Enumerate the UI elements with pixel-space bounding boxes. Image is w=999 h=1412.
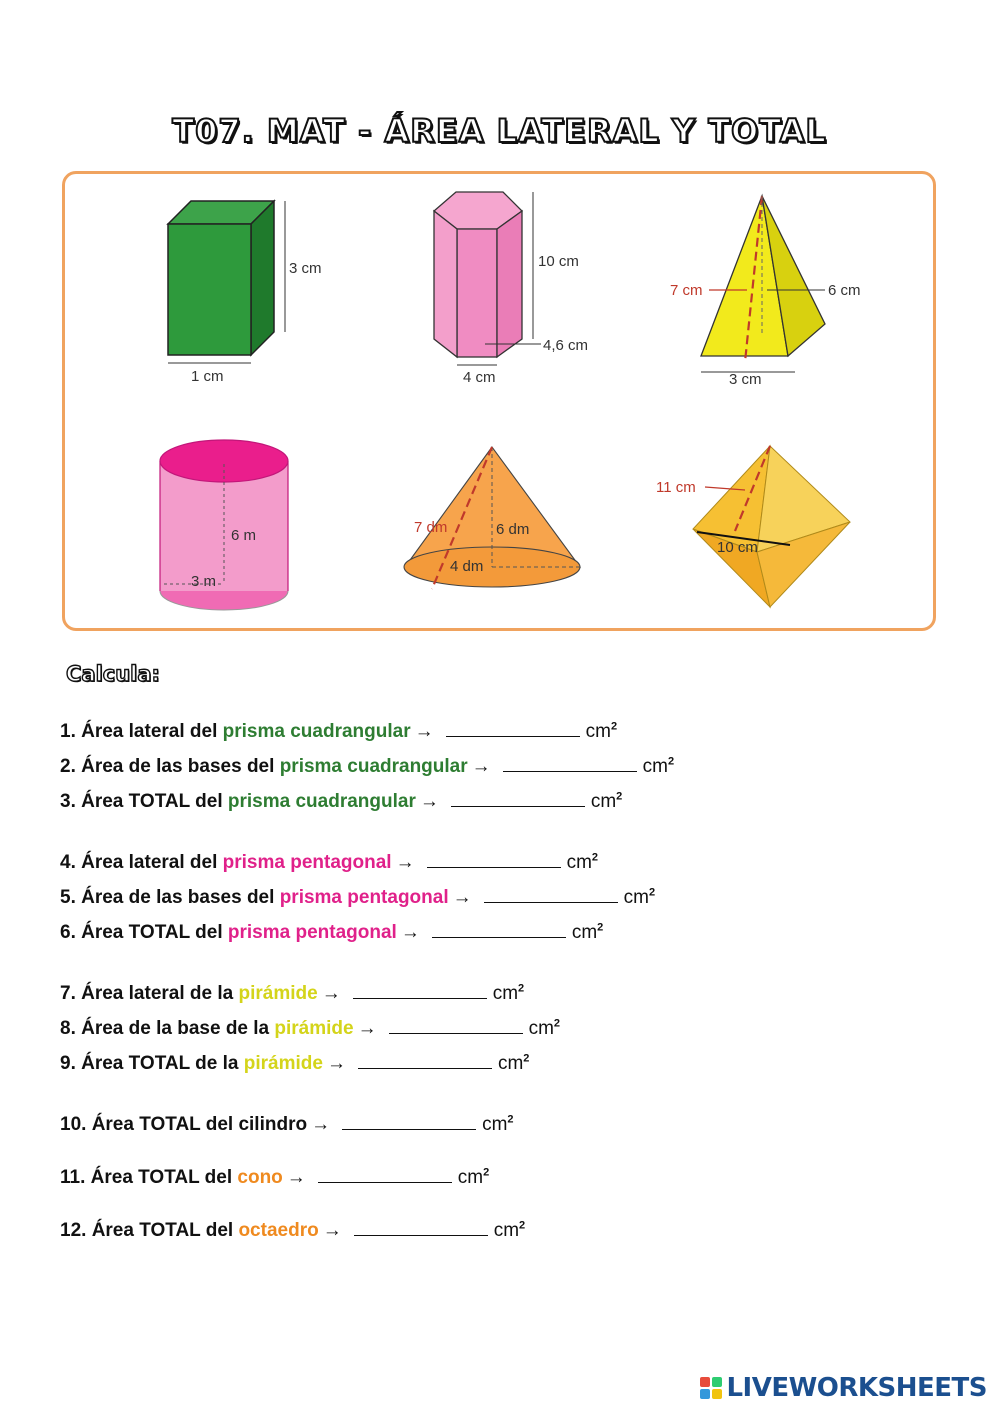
figures-illustration — [65, 174, 933, 628]
cone-slant-label: 7 dm — [414, 519, 448, 536]
question-shape-name: prisma pentagonal — [222, 852, 392, 873]
question-text: 11. Área TOTAL del — [60, 1167, 238, 1188]
cylinder-height-label: 6 m — [231, 527, 257, 544]
question-text: 2. Área de las bases del — [60, 756, 280, 777]
arrow-icon: → — [419, 791, 439, 812]
unit-label: cm — [492, 983, 519, 1004]
unit-label: cm — [482, 1114, 508, 1135]
instruction-heading: Calcula: — [66, 662, 160, 686]
square-prism-figure — [168, 201, 322, 385]
arrow-icon: → — [400, 922, 420, 943]
unit-label: cm — [623, 887, 649, 908]
question-shape-name: prisma cuadrangular — [222, 721, 411, 742]
unit-exponent: 2 — [483, 1166, 490, 1179]
cone-figure — [404, 447, 580, 589]
answer-blank[interactable] — [427, 851, 561, 868]
arrow-icon: → — [311, 1114, 331, 1135]
pyramid-base-label: 3 cm — [729, 371, 762, 388]
question-text: 8. Área de la base de la — [60, 1018, 275, 1039]
unit-label: cm — [590, 791, 617, 812]
question-item — [60, 1113, 514, 1136]
octahedron-slant-label: 11 cm — [656, 479, 696, 496]
liveworksheets-icon — [700, 1377, 722, 1399]
unit-exponent: 2 — [610, 720, 618, 733]
answer-blank[interactable] — [342, 1113, 476, 1130]
answer-blank[interactable] — [484, 886, 618, 903]
arrow-icon: → — [286, 1167, 306, 1188]
answer-blank[interactable] — [353, 982, 487, 999]
octahedron-edge-label: 10 cm — [717, 539, 758, 556]
answer-blank[interactable] — [358, 1052, 492, 1069]
arrow-icon: → — [452, 887, 472, 908]
cylinder-radius-label: 3 m — [191, 573, 217, 590]
unit-label: cm — [585, 721, 611, 742]
question-text: 9. Área TOTAL de la — [60, 1053, 244, 1074]
unit-exponent: 2 — [518, 982, 525, 995]
question-shape-name: octaedro — [238, 1220, 319, 1241]
answer-blank[interactable] — [432, 921, 566, 938]
unit-exponent: 2 — [519, 1219, 526, 1232]
unit-label: cm — [528, 1018, 554, 1039]
question-shape-name: prisma pentagonal — [279, 887, 449, 908]
question-text: 5. Área de las bases del — [60, 887, 280, 908]
brand-text: LIVEWORKSHEETS — [726, 1373, 987, 1403]
cylinder-figure — [160, 440, 288, 610]
arrow-icon: → — [322, 1220, 342, 1241]
question-item — [60, 1166, 489, 1189]
question-shape-name: pirámide — [243, 1053, 323, 1074]
question-shape-name: prisma cuadrangular — [279, 756, 468, 777]
unit-exponent: 2 — [523, 1052, 530, 1065]
page-title: T07. MAT - ÁREA LATERAL Y TOTAL — [172, 112, 827, 150]
arrow-icon: → — [357, 1018, 377, 1039]
unit-exponent: 2 — [648, 886, 656, 899]
arrow-icon: → — [321, 983, 341, 1004]
question-shape-name: pirámide — [274, 1018, 354, 1039]
unit-label: cm — [566, 852, 592, 873]
prism5-side-label: 4 cm — [463, 369, 496, 386]
unit-label: cm — [497, 1053, 524, 1074]
prism4-base-label: 1 cm — [191, 368, 224, 385]
question-item — [60, 720, 617, 743]
prism4-height-label: 3 cm — [289, 260, 322, 277]
arrow-icon: → — [414, 721, 434, 742]
answer-blank[interactable] — [446, 720, 580, 737]
question-item — [60, 1017, 560, 1040]
answer-blank[interactable] — [451, 790, 585, 807]
pyramid-slant-label: 7 cm — [670, 282, 703, 299]
unit-exponent: 2 — [591, 851, 599, 864]
unit-label: cm — [493, 1220, 520, 1241]
unit-label: cm — [571, 922, 598, 943]
unit-label: cm — [642, 756, 668, 777]
question-shape-name: pirámide — [238, 983, 318, 1004]
question-text: 12. Área TOTAL del — [60, 1220, 239, 1241]
prism5-height-label: 10 cm — [538, 253, 579, 270]
answer-blank[interactable] — [503, 755, 637, 772]
unit-exponent: 2 — [616, 790, 623, 803]
prism5-apothem-label: 4,6 cm — [543, 337, 589, 354]
unit-exponent: 2 — [553, 1017, 561, 1030]
arrow-icon: → — [326, 1053, 346, 1074]
question-item — [60, 982, 524, 1005]
question-item — [60, 1219, 525, 1242]
liveworksheets-logo — [700, 1373, 987, 1403]
figures-panel — [62, 171, 936, 631]
octahedron-figure — [656, 446, 850, 607]
question-text: 3. Área TOTAL del — [60, 791, 228, 812]
answer-blank[interactable] — [318, 1166, 452, 1183]
question-item — [60, 851, 598, 874]
unit-exponent: 2 — [507, 1113, 514, 1126]
pyramid-figure — [670, 196, 861, 388]
question-item — [60, 755, 674, 778]
unit-label: cm — [457, 1167, 484, 1188]
pyramid-height-label: 6 cm — [828, 282, 861, 299]
unit-exponent: 2 — [597, 921, 604, 934]
question-text: 4. Área lateral del — [60, 852, 223, 873]
question-item — [60, 1052, 529, 1075]
question-item — [60, 886, 655, 909]
question-shape-name: prisma pentagonal — [227, 922, 397, 943]
cone-height-label: 6 dm — [496, 521, 530, 538]
question-text: 1. Área lateral del — [60, 721, 223, 742]
question-item — [60, 790, 622, 813]
question-text: 6. Área TOTAL del — [60, 922, 228, 943]
pentagonal-prism-figure — [434, 192, 588, 386]
question-shape-name: prisma cuadrangular — [227, 791, 416, 812]
question-item — [60, 921, 603, 944]
arrow-icon: → — [471, 756, 491, 777]
question-shape-name: cono — [237, 1167, 283, 1188]
question-text: 10. Área TOTAL del cilindro — [60, 1114, 308, 1135]
answer-blank[interactable] — [389, 1017, 523, 1034]
cone-radius-label: 4 dm — [450, 558, 484, 575]
arrow-icon: → — [395, 852, 415, 873]
unit-exponent: 2 — [667, 755, 675, 768]
answer-blank[interactable] — [354, 1219, 488, 1236]
question-text: 7. Área lateral de la — [60, 983, 239, 1004]
